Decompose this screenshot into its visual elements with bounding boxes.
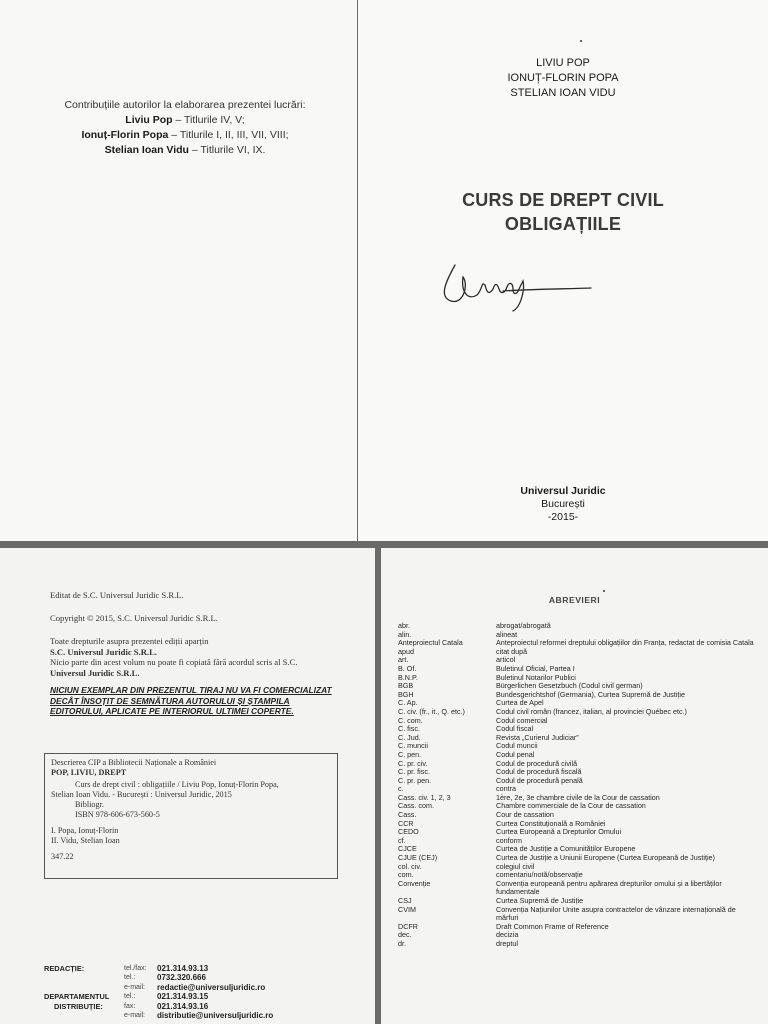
abbreviation-key: C. muncii: [398, 741, 428, 751]
abbreviation-key: C. Jud.: [398, 732, 421, 742]
rights-line: S.C. Universul Juridic S.R.L.: [50, 646, 157, 657]
contribution-line: [20, 143, 350, 158]
abbreviation-key: CCR: [398, 818, 414, 828]
abbreviation-meaning: Bundesgerichtshof (Germania), Curtea Supremă de Justiție: [496, 689, 685, 699]
contact-value: distributie@universuljuridic.ro: [157, 1010, 274, 1020]
book-title-line2: OBLIGAȚIILE: [504, 214, 622, 234]
abbreviation-meaning: articol: [496, 655, 516, 665]
abbreviation-key: art.: [398, 655, 409, 665]
abbreviation-key: BGH: [398, 689, 414, 699]
abbreviation-row: [398, 777, 760, 786]
abbreviation-meaning: conform: [496, 835, 522, 845]
abbreviation-row: [398, 751, 760, 760]
abbreviation-row: [398, 717, 760, 726]
author-titles: – Titlurile I, II, III, VII, VIII;: [171, 129, 289, 141]
abbreviation-row: [398, 828, 760, 837]
copyright: Copyright © 2015, S.C. Universul Juridic S.R.L.: [50, 613, 218, 623]
abbreviation-meaning: colegiul civil: [496, 861, 535, 871]
abbreviations-list: [398, 622, 760, 949]
abbreviation-key: cf.: [398, 835, 406, 845]
abbreviation-row: [398, 639, 760, 648]
cip-header-line: Descrierea CIP a Bibliotecii Naționale a României: [51, 758, 217, 767]
contact-label: DEPARTAMENTUL: [44, 992, 110, 1002]
abbreviation-meaning: Codul muncii: [496, 741, 538, 751]
contact-value: 0732.320.666: [157, 973, 206, 983]
abbreviation-key: B.N.P.: [398, 672, 418, 682]
sale-warning: NICIUN EXEMPLAR DIN PREZENTUL TIRAJ NU VA FI COMERCIALIZAT DECÂT ÎNSOȚIT DE SEMNĂTURA AUTORULUI ȘI ȘTAMPILA EDITORULUI, APLICATE PE INTERIORUL ULTIMEI COPERTE.: [50, 685, 332, 716]
abbreviation-key: C. fisc.: [398, 724, 420, 734]
author-name: Liviu Pop: [125, 114, 173, 126]
abbreviation-key: dec.: [398, 930, 412, 940]
rights-line: Universul Juridic S.R.L.: [50, 667, 140, 678]
cip-index-line: II. Vidu, Stelian Ioan: [51, 836, 120, 845]
abbreviation-meaning: Curtea de Apel: [496, 698, 544, 708]
cip-index-line: I. Popa, Ionuț-Florin: [51, 826, 119, 835]
abbreviation-meaning: Anteproiectul reformei dreptului obligațiilor din Franța, redactat de comisia Catala: [496, 638, 754, 648]
abbreviation-key: BGB: [398, 681, 414, 691]
contact-block: [44, 964, 364, 1020]
abbreviation-key: C. pr. fisc.: [398, 767, 430, 777]
contact-kind: tel./fax:: [124, 965, 147, 972]
abbreviation-meaning: Convenția Națiunilor Unite asupra contractelor de vânzare internațională de mărfuri: [496, 904, 736, 923]
author-titles: – Titlurile IV, V;: [175, 114, 245, 126]
abbreviation-key: com.: [398, 870, 414, 880]
abbreviation-row: [398, 708, 760, 717]
page-imprint: [0, 548, 375, 1024]
abbreviation-key: CJCE: [398, 844, 417, 854]
abbreviation-row: [398, 802, 760, 811]
abbreviation-row: [398, 906, 760, 923]
abbreviation-row: [398, 622, 760, 631]
abbreviation-key: C. pr. civ.: [398, 758, 428, 768]
abbreviation-meaning: dreptul: [496, 938, 518, 948]
abbreviation-key: Convenție: [398, 878, 431, 888]
abbreviation-meaning: Codul fiscal: [496, 724, 534, 734]
abbreviation-key: col. civ.: [398, 861, 422, 871]
contact-value: redactie@universuljuridic.ro: [157, 982, 266, 992]
abbreviation-row: [398, 940, 760, 949]
author-titles: – Titlurile VI, IX.: [191, 144, 266, 156]
publication-year: -2015-: [547, 511, 579, 523]
cip-description: Curs de drept civil : obligațiile / Liviu Pop, Ionuț-Florin Popa,: [75, 780, 279, 789]
abbreviation-row: [398, 725, 760, 734]
cip-description: Stelian Ioan Vidu. - București : Universul Juridic, 2015: [51, 790, 232, 799]
abbreviation-meaning: citat după: [496, 646, 528, 656]
abbreviation-key: c.: [398, 784, 404, 794]
contact-kind: tel.:: [124, 974, 136, 982]
contact-value: 021.314.93.16: [157, 1001, 209, 1011]
page-abbreviations: [381, 548, 768, 1024]
abbreviation-key: alin.: [398, 629, 412, 639]
abbreviation-row: [398, 665, 760, 674]
abbreviation-meaning: Codul de procedură penală: [496, 775, 583, 785]
abbreviation-meaning: Buletinul Notarilor Publici: [496, 672, 576, 682]
contact-label: REDACȚIE:: [44, 964, 85, 973]
cip-header-line: POP, LIVIU, DREPT: [51, 768, 127, 777]
abbreviation-key: Cass.: [398, 810, 417, 820]
abbreviation-meaning: Cour de cassation: [496, 810, 554, 820]
abbreviation-key: Anteproiectul Catala: [398, 638, 463, 648]
signature: [433, 255, 593, 315]
contact-kind: e-mail:: [124, 983, 146, 991]
abbreviation-meaning: alineat: [496, 629, 518, 639]
author: LIVIU POP: [536, 57, 590, 69]
abbreviation-key: CEDO: [398, 827, 419, 837]
contribution-line: [20, 128, 350, 143]
abbreviation-row: [398, 923, 760, 932]
contact-row: [44, 983, 364, 992]
rights-line: Nicio parte din acest volum nu poate fi copiată fără acordul scris al S.C.: [50, 657, 298, 667]
page-title-page: [358, 0, 768, 541]
publisher-block: [458, 485, 668, 524]
abbreviation-row: [398, 734, 760, 743]
author: IONUȚ-FLORIN POPA: [507, 72, 619, 84]
cip-isbn: ISBN 978-606-673-560-5: [75, 810, 160, 819]
author-name: Stelian Ioan Vidu: [104, 144, 189, 156]
contact-value: 021.314.93.15: [157, 992, 209, 1002]
abbreviation-key: CJUE (CEJ): [398, 853, 438, 863]
abbreviation-key: C. civ. (fr., it., Q. etc.): [398, 706, 465, 716]
publisher-city: București: [541, 498, 585, 510]
contact-row: [44, 1002, 364, 1011]
contributions-intro: Contribuțiile autorilor la elaborarea prezentei lucrări:: [64, 99, 306, 111]
rights-line: Toate drepturile asupra prezentei ediții aparțin: [50, 636, 209, 646]
contact-kind: e-mail:: [124, 1011, 146, 1019]
abbreviation-meaning: Codul de procedură civilă: [496, 758, 578, 768]
abbreviation-key: DCFR: [398, 921, 418, 931]
author: STELIAN IOAN VIDU: [510, 87, 616, 99]
cip-index: [51, 826, 333, 846]
author-name: Ionuț-Florin Popa: [81, 129, 169, 141]
authors-list: [438, 56, 688, 101]
abbreviation-key: apud: [398, 646, 414, 656]
abbreviation-key: C. com.: [398, 715, 423, 725]
abbreviation-meaning: Buletinul Oficial, Partea I: [496, 663, 575, 673]
contact-row: [44, 964, 364, 973]
abbreviation-key: C. Ap.: [398, 698, 418, 708]
contact-kind: tel.:: [124, 993, 136, 1001]
abbreviation-key: dr.: [398, 938, 406, 948]
abbreviation-meaning: Revista „Curierul Judiciar”: [496, 732, 579, 742]
abbreviation-meaning: Curtea de Justiție a Comunităților Europene: [496, 844, 636, 854]
abbreviation-key: C. pen.: [398, 749, 422, 759]
contact-value: 021.314.93.13: [157, 964, 209, 973]
abbreviation-meaning: Chambre commerciale de la Cour de cassation: [496, 801, 646, 811]
cip-code: 347.22: [51, 852, 74, 861]
abbreviation-meaning: Convenția europeană pentru apărarea drepturilor omului și a libertăților fundamentale: [496, 878, 722, 897]
abbreviation-row: [398, 742, 760, 751]
abbreviation-row: [398, 880, 760, 897]
abbreviation-meaning: contra: [496, 784, 516, 794]
abbreviation-row: [398, 854, 760, 863]
abbreviation-meaning: Draft Common Frame of Reference: [496, 921, 609, 931]
abbreviation-key: B. Of.: [398, 663, 417, 673]
contributions-block: [20, 98, 350, 158]
cip-bibliography: Bibliogr.: [75, 800, 104, 809]
abbreviation-meaning: Bürgerlichen Gesetzbuch (Codul civil german): [496, 681, 643, 691]
contact-row: [44, 973, 364, 982]
abbreviation-meaning: Codul penal: [496, 749, 535, 759]
abbreviation-key: Cass. civ. 1, 2, 3: [398, 792, 451, 802]
contact-kind: fax:: [124, 1002, 136, 1010]
abbreviation-meaning: Curtea Europeană a Drepturilor Omului: [496, 827, 622, 837]
book-title-line1: CURS DE DREPT CIVIL: [462, 190, 664, 210]
cip-box: [44, 753, 338, 879]
contact-row: [44, 1011, 364, 1020]
abbreviation-meaning: decizia: [496, 930, 519, 940]
contact-row: [44, 992, 364, 1001]
abbreviation-key: CVIM: [398, 904, 416, 914]
abbreviation-key: C. pr. pen.: [398, 775, 432, 785]
page-contributions: [0, 0, 357, 541]
abbreviation-meaning: comentariu/notă/observație: [496, 870, 583, 880]
abbreviation-meaning: Curtea Supremă de Justiție: [496, 896, 584, 905]
abbreviation-row: [398, 656, 760, 665]
edited-by: Editat de S.C. Universul Juridic S.R.L.: [50, 590, 184, 600]
abbreviation-meaning: Curtea de Justiție a Uniunii Europene (Curtea Europeană de Justiție): [496, 853, 715, 863]
abbreviation-meaning: Codul comercial: [496, 715, 548, 725]
abbreviation-meaning: 1ère, 2e, 3e chambre civile de la Cour de cassation: [496, 792, 660, 802]
abbreviation-key: CSJ: [398, 896, 412, 905]
cip-header: [51, 758, 333, 778]
abbreviation-row: [398, 648, 760, 657]
publisher-name: Universul Juridic: [520, 485, 606, 497]
rights-notice: [50, 636, 350, 678]
abbreviation-key: Cass. com.: [398, 801, 434, 811]
abbreviation-meaning: Codul de procedură fiscală: [496, 767, 582, 777]
abbreviations-heading: ABREVIERI: [548, 595, 601, 605]
abbreviation-row: [398, 691, 760, 700]
abbreviation-meaning: Codul civil român (francez, italian, al provinciei Québec etc.): [496, 706, 687, 716]
contribution-line: [20, 113, 350, 128]
abbreviation-key: abr.: [398, 621, 410, 630]
abbreviation-meaning: Curtea Constituțională a României: [496, 818, 606, 828]
abbreviation-meaning: abrogat/abrogată: [496, 621, 551, 630]
book-title: [398, 188, 728, 236]
abbreviation-row: [398, 931, 760, 940]
contact-label: DISTRIBUȚIE:: [54, 1001, 103, 1011]
